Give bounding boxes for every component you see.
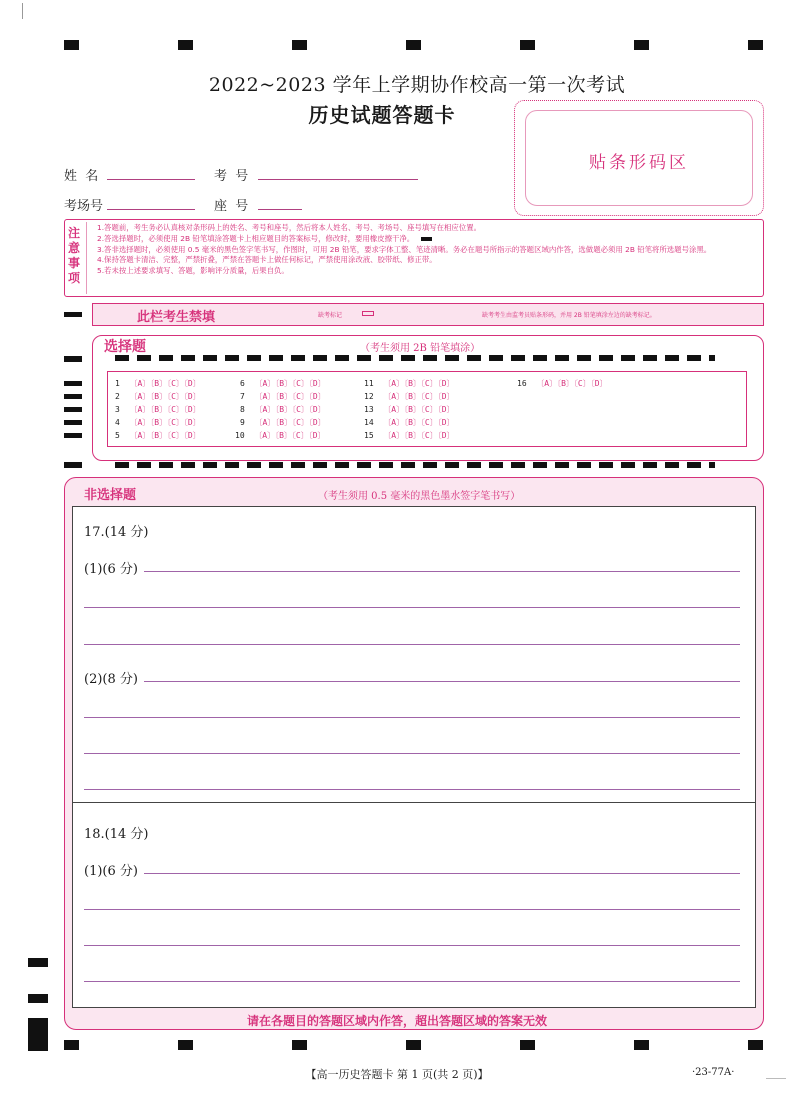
card-subtitle: 历史试题答题卡	[308, 103, 456, 127]
notice-label: 注 意 事 项	[67, 226, 80, 285]
registration-mark	[64, 356, 82, 362]
choice-item[interactable]: 5 〔A〕〔B〕〔C〕〔D〕	[115, 431, 201, 440]
choice-item[interactable]: 4 〔A〕〔B〕〔C〕〔D〕	[115, 418, 201, 427]
choice-item[interactable]: 16 〔A〕〔B〕〔C〕〔D〕	[517, 379, 608, 388]
registration-mark	[634, 1040, 649, 1050]
writing-line[interactable]	[144, 681, 740, 682]
room-field[interactable]	[107, 209, 195, 210]
registration-mark	[178, 40, 193, 50]
choice-item[interactable]: 8 〔A〕〔B〕〔C〕〔D〕	[240, 405, 326, 414]
exam-no-field[interactable]	[258, 179, 418, 180]
timing-track-top	[115, 355, 715, 361]
choice-item[interactable]: 9 〔A〕〔B〕〔C〕〔D〕	[240, 418, 326, 427]
registration-mark	[28, 1018, 48, 1051]
writing-line[interactable]	[144, 571, 740, 572]
writing-line[interactable]	[84, 644, 740, 645]
choice-title: 选择题	[104, 339, 146, 355]
writing-line[interactable]	[144, 873, 740, 874]
choice-instruction: （考生须用 2B 铅笔填涂）	[360, 343, 481, 354]
choice-item[interactable]: 13 〔A〕〔B〕〔C〕〔D〕	[364, 405, 455, 414]
absent-checkbox[interactable]	[362, 311, 374, 316]
question-17-part-2: (2)(8 分)	[84, 672, 138, 687]
choice-item[interactable]: 10 〔A〕〔B〕〔C〕〔D〕	[235, 431, 326, 440]
registration-mark	[64, 40, 79, 50]
choice-item[interactable]: 15 〔A〕〔B〕〔C〕〔D〕	[364, 431, 455, 440]
exam-no-label: 考 号	[214, 169, 249, 184]
question-divider	[72, 802, 756, 803]
notice-line: 2.答选择题时，必须使用 2B 铅笔填涂答题卡上相应题目的答案标号，修改时，要用橡皮擦干净。	[97, 234, 762, 245]
registration-mark	[64, 381, 82, 386]
registration-mark	[64, 1040, 79, 1050]
question-18-title: 18.(14 分)	[84, 827, 149, 842]
choice-item[interactable]: 7 〔A〕〔B〕〔C〕〔D〕	[240, 392, 326, 401]
absent-note: 缺考考生由监考员贴条形码，并用 2B 铅笔填涂左边的缺考标记。	[482, 312, 656, 319]
registration-mark	[64, 462, 82, 468]
question-17-part-1: (1)(6 分)	[84, 562, 138, 577]
writing-line[interactable]	[84, 717, 740, 718]
registration-mark	[634, 40, 649, 50]
choice-item[interactable]: 12 〔A〕〔B〕〔C〕〔D〕	[364, 392, 455, 401]
writing-line[interactable]	[84, 753, 740, 754]
seat-label: 座 号	[214, 199, 249, 214]
registration-mark	[292, 40, 307, 50]
barcode-label: 贴条形码区	[589, 153, 689, 173]
room-label: 考场号	[64, 199, 104, 214]
choice-item[interactable]: 3 〔A〕〔B〕〔C〕〔D〕	[115, 405, 201, 414]
seat-field[interactable]	[258, 209, 302, 210]
registration-mark	[64, 420, 82, 425]
notice-divider	[86, 222, 87, 294]
writing-line[interactable]	[84, 607, 740, 608]
choice-item[interactable]: 2 〔A〕〔B〕〔C〕〔D〕	[115, 392, 201, 401]
writing-line[interactable]	[84, 789, 740, 790]
writing-line[interactable]	[84, 909, 740, 910]
registration-mark	[406, 40, 421, 50]
notice-line: 1.答题前，考生务必认真核对条形码上的姓名、考号和座号，然后将本人姓名、考号、考场号、座号填写在相应位置。	[97, 223, 481, 232]
notice-line: 5.若未按上述要求填写、答题，影响评分质量，后果自负。	[97, 266, 289, 276]
nonchoice-instruction: （考生须用 0.5 毫米的黑色墨水签字笔书写）	[318, 491, 521, 502]
page-footer: 【高一历史答题卡 第 1 页(共 2 页)】	[305, 1068, 489, 1081]
writing-line[interactable]	[84, 981, 740, 982]
registration-mark	[292, 1040, 307, 1050]
notice-text	[97, 223, 762, 277]
registration-mark	[64, 433, 82, 438]
forbidden-label: 此栏考生禁填	[137, 310, 216, 325]
registration-mark	[64, 312, 82, 317]
registration-mark	[406, 1040, 421, 1050]
registration-mark	[64, 394, 82, 399]
corner-tick	[22, 3, 23, 19]
registration-mark	[28, 958, 48, 967]
registration-mark	[64, 407, 82, 412]
registration-mark	[520, 40, 535, 50]
sample-fill-mark	[421, 237, 432, 241]
question-18-part-1: (1)(6 分)	[84, 864, 138, 879]
choice-item[interactable]: 14 〔A〕〔B〕〔C〕〔D〕	[364, 418, 455, 427]
notice-line: 4.保持答题卡清洁、完整，严禁折叠，严禁在答题卡上做任何标记，严禁使用涂改液、胶带纸、修正带。	[97, 255, 437, 265]
form-code: ·23-77A·	[692, 1067, 735, 1078]
registration-mark	[520, 1040, 535, 1050]
answer-area-warning: 请在各题目的答题区域内作答，超出答题区域的答案无效	[246, 1014, 547, 1028]
name-label: 姓 名	[64, 169, 99, 184]
nonchoice-title: 非选择题	[84, 488, 137, 503]
registration-mark	[178, 1040, 193, 1050]
absent-label: 缺考标记	[318, 312, 343, 319]
choice-item[interactable]: 6 〔A〕〔B〕〔C〕〔D〕	[240, 379, 326, 388]
exam-title: 2022~2023 学年上学期协作校高一第一次考试	[208, 74, 626, 96]
question-17-title: 17.(14 分)	[84, 525, 149, 540]
notice-line: 3.答非选择题时，必须使用 0.5 毫米的黑色签字笔书写，作图时，可用 2B 铅笔，要求字体工整、笔迹清晰。务必在题号所指示的答题区域内作答，选做题必须用 2B 铅笔将所选题号涂黑。	[97, 244, 712, 254]
registration-mark	[28, 994, 48, 1003]
name-field[interactable]	[107, 179, 195, 180]
choice-item[interactable]: 1 〔A〕〔B〕〔C〕〔D〕	[115, 379, 201, 388]
answer-area[interactable]	[72, 506, 756, 1008]
corner-tick	[766, 1078, 786, 1079]
writing-line[interactable]	[84, 945, 740, 946]
choice-item[interactable]: 11 〔A〕〔B〕〔C〕〔D〕	[364, 379, 455, 388]
timing-track-bottom	[115, 462, 715, 468]
registration-mark	[748, 40, 763, 50]
registration-mark	[748, 1040, 763, 1050]
